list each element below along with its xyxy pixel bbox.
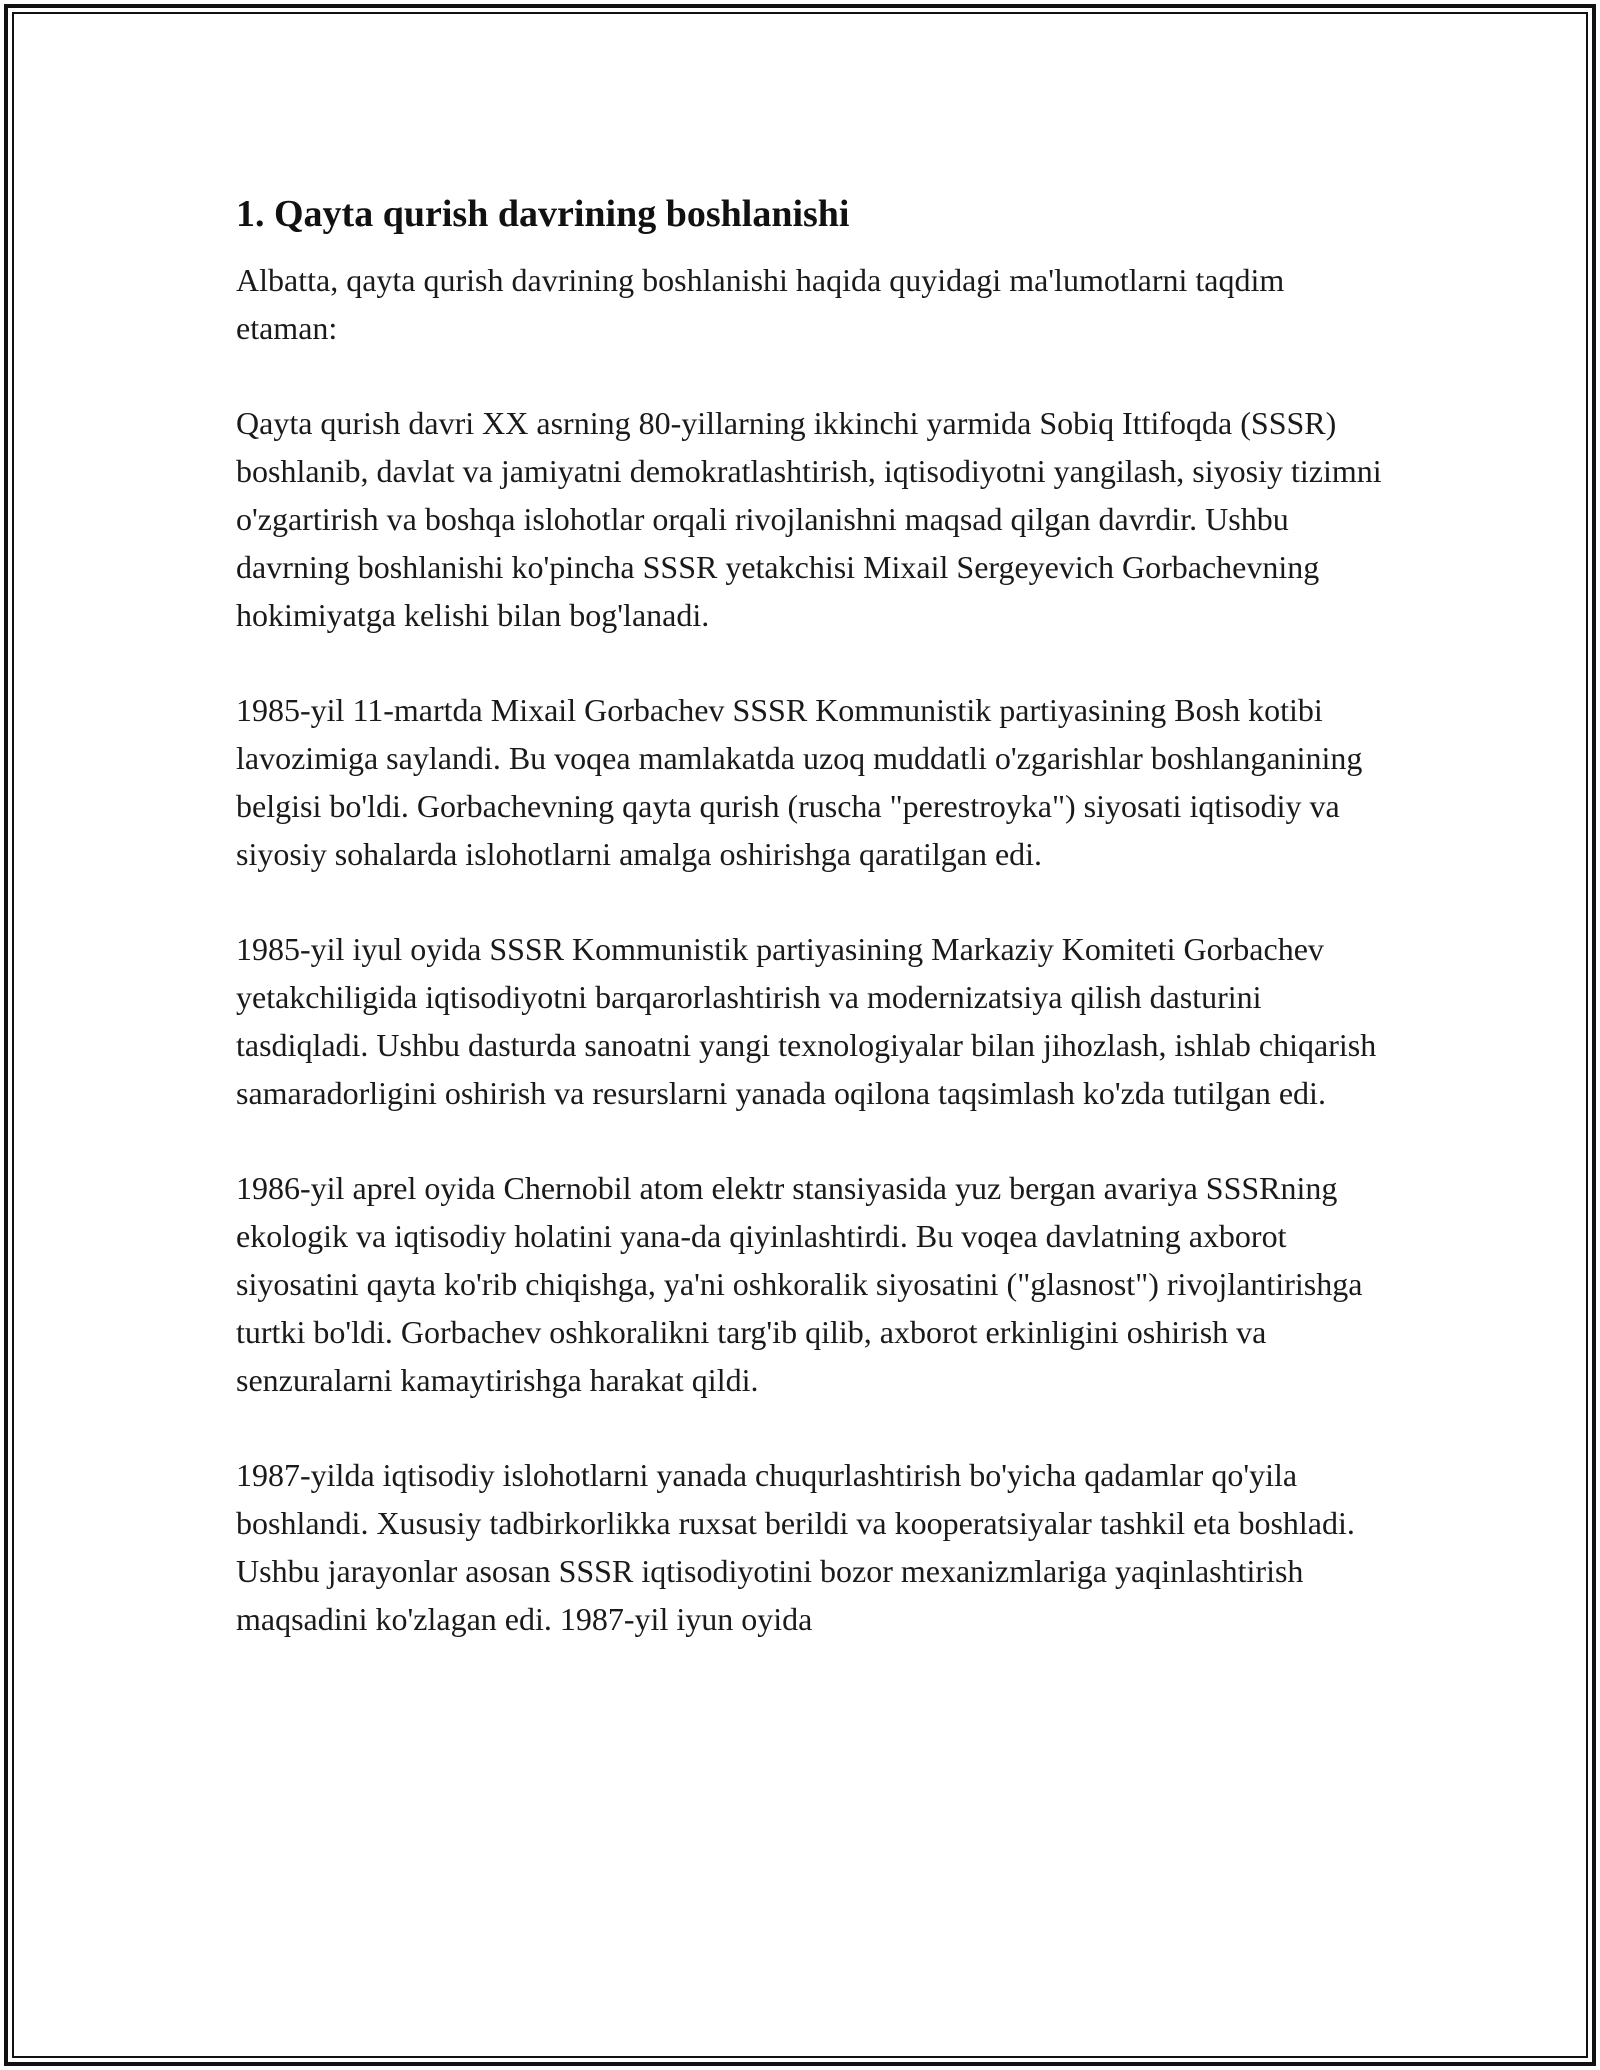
paragraph-1985-march: 1985-yil 11-martda Mixail Gorbachev SSSR Kommunistik partiyasining Bosh kotibi lavozimiga saylandi. Bu voqea mamlakatda uzoq muddatli o'zgarishlar boshlanganining belgisi bo'ldi. Gorbachevning qayta qurish (ruscha "perestroyka") siyosati iqtisodiy va siyosiy sohalarda islohotlarni amalga oshirishga qaratilgan edi. xyxy=(236,692,1363,872)
section-title: 1. Qayta qurish davrining boshlanishi xyxy=(236,193,850,235)
document-body xyxy=(236,190,1386,1690)
paragraph-overview: Qayta qurish davri XX asrning 80-yillarning ikkinchi yarmida Sobiq Ittifoqda (SSSR) boshlanib, davlat va jamiyatni demokratlashtirish, iqtisodiyotni yangilash, siyosiy tizimni o'zgartirish va boshqa islohotlar orqali rivojlanishni maqsad qilgan davrdir. Ushbu davrning boshlanishi ko'pincha SSSR yetakchisi Mixail Sergeyevich Gorbachevning hokimiyatga kelishi bilan bog'lanadi. xyxy=(236,405,1382,633)
paragraph-1986-april: 1986-yil aprel oyida Chernobil atom elektr stansiyasida yuz bergan avariya SSSRning ekologik va iqtisodiy holatini yana-da qiyinlashtirdi. Bu voqea davlatning axborot siyosatini qayta ko'rib chiqishga, ya'ni oshkoralik siyosatini ("glasnost") rivojlantirishga turtki bo'ldi. Gorbachev oshkoralikni targ'ib qilib, axborot erkinligini oshirish va senzuralarni kamaytirishga harakat qildi. xyxy=(236,1170,1363,1398)
paragraph-1985-july: 1985-yil iyul oyida SSSR Kommunistik partiyasining Markaziy Komiteti Gorbachev yetakchiligida iqtisodiyotni barqarorlashtirish va modernizatsiya qilish dasturini tasdiqladi. Ushbu dasturda sanoatni yangi texnologiyalar bilan jihozlash, ishlab chiqarish samaradorligini oshirish va resurslarni yanada oqilona taqsimlash ko'zda tutilgan edi. xyxy=(236,931,1377,1111)
paragraph-intro: Albatta, qayta qurish davrining boshlanishi haqida quyidagi ma'lumotlarni taqdim etaman: xyxy=(236,262,1285,346)
paragraph-1987: 1987-yilda iqtisodiy islohotlarni yanada chuqurlashtirish bo'yicha qadamlar qo'yila boshlandi. Xususiy tadbirkorlikka ruxsat berildi va kooperatsiyalar tashkil eta boshladi. Ushbu jarayonlar asosan SSSR iqtisodiyotini bozor mexanizmlariga yaqinlashtirish maqsadini ko'zlagan edi. 1987-yil iyun oyida xyxy=(236,1457,1355,1637)
